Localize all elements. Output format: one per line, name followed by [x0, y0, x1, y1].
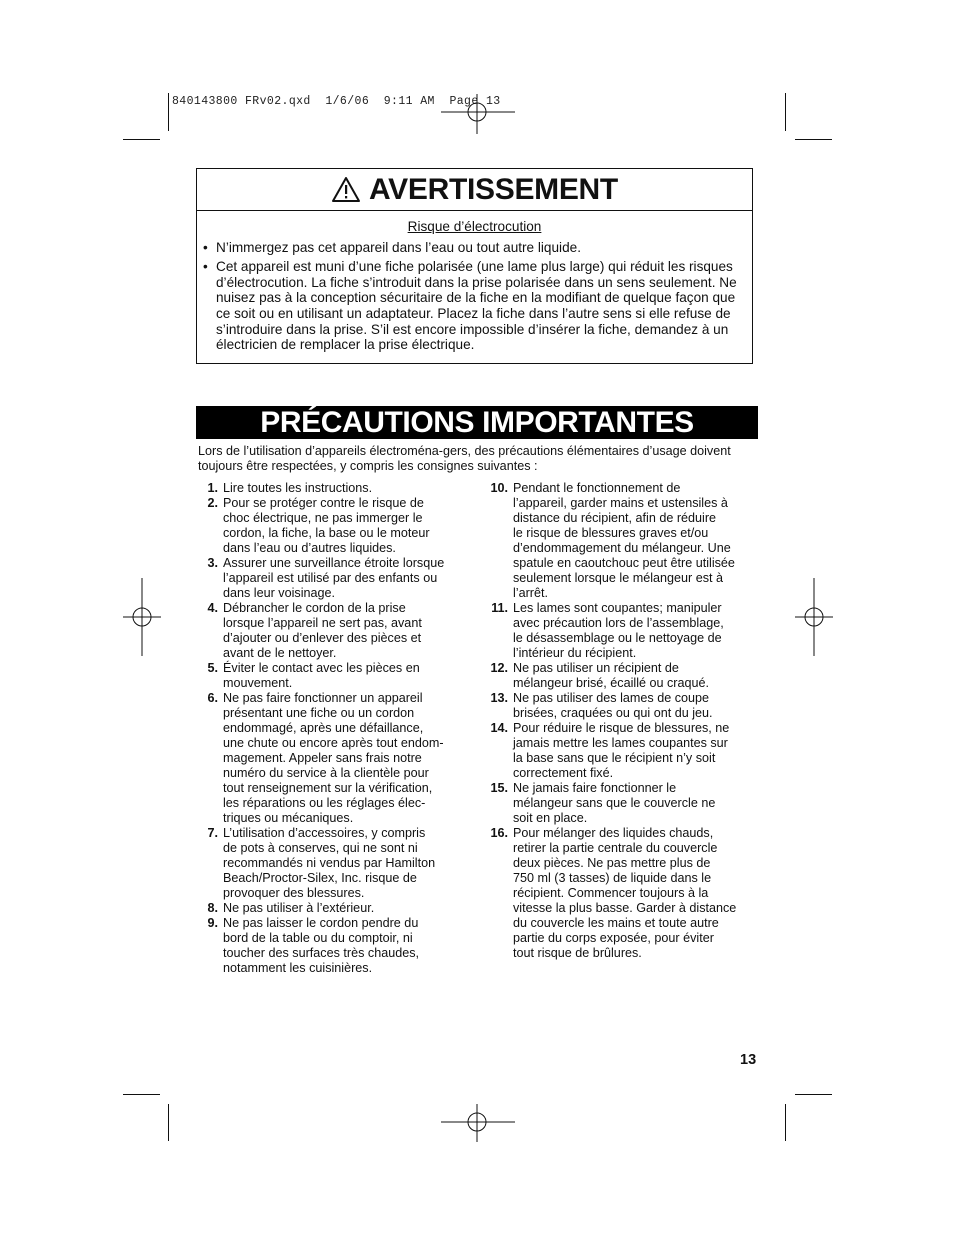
intro-paragraph: Lors de l’utilisation d’appareils électroména-gers, des précautions élémentaires d’usage doivent toujours être respectées, y compris les consignes suivantes : — [198, 444, 731, 473]
list-item: 12. Ne pas utiliser un récipient de mélangeur brisé, écaillé ou craqué. — [490, 661, 710, 690]
list-item: 7. L’utilisation d’accessoires, y compris de pots à conserves, qui ne sont ni recommandés ni vendus par Hamilton Beach/Proctor-Silex, Inc. risque de provoquer des blessures. — [207, 826, 436, 900]
crop-mark — [123, 139, 160, 140]
warning-title: AVERTISSEMENT — [369, 172, 618, 206]
registration-mark-icon — [795, 578, 833, 656]
warning-bullet: • N’immergez pas cet appareil dans l’eau ou tout autre liquide. — [203, 239, 581, 255]
list-item: 9. Ne pas laisser le cordon pendre du bord de la table ou du comptoir, ni toucher des surfaces très chaudes, notamment les cuisinières. — [207, 916, 420, 975]
list-item: 4. Débrancher le cordon de la prise lorsque l’appareil ne sert pas, avant d’ajouter ou d’enlever des pièces et avant de le nettoyer. — [207, 601, 422, 660]
list-item: 11. Les lames sont coupantes; manipuler avec précaution lors de l’assemblage, le désassemblage ou le nettoyage de l’intérieur du récipient. — [491, 601, 724, 660]
crop-mark — [795, 1094, 832, 1095]
warning-subtitle: Risque d’électrocution — [407, 219, 542, 234]
list-item: 15. Ne jamais faire fonctionner le mélangeur sans que le couvercle ne soit en place. — [490, 781, 716, 825]
crop-mark — [785, 1104, 786, 1141]
crop-mark — [168, 1104, 169, 1141]
crop-mark — [168, 93, 169, 131]
registration-mark-icon — [123, 578, 161, 656]
page-number: 13 — [740, 1052, 757, 1068]
warning-header — [197, 169, 752, 211]
list-item: 8. Ne pas utiliser à l’extérieur. — [207, 901, 375, 915]
list-item: 1. Lire toutes les instructions. — [207, 481, 373, 495]
warning-box — [196, 168, 753, 364]
crop-mark — [785, 93, 786, 131]
precautions-right-column — [485, 481, 759, 961]
list-item: 13. Ne pas utiliser des lames de coupe brisées, craquées ou qui ont du jeu. — [490, 691, 713, 720]
list-item: 10. Pendant le fonctionnement de l’appareil, garder mains et ustensiles à distance du récipient, afin de réduire le risque de blessures graves et/ou d’endommagement du mélangeur. Une spatule en caoutchouc peut être utilisée seulement lorsque le mélangeur est à l’arrêt. — [490, 481, 735, 600]
list-item: 16. Pour mélanger des liquides chauds, retirer la partie centrale du couvercle deux pièces. Ne pas mettre plus de 750 ml (3 tasses) de liquide dans le récipient. Commencer toujours à la vitesse la plus basse. Garder à distance du couvercle les mains et toute autre partie du corps exposée, pour éviter tout risque de brûlures. — [490, 826, 737, 960]
list-item: 14. Pour réduire le risque de blessures, ne jamais mettre les lames coupantes sur la base sans que le récipient n’y soit correctement fixé. — [490, 721, 730, 780]
list-item: 5. Éviter le contact avec les pièces en mouvement. — [207, 661, 420, 690]
list-item: 6. Ne pas faire fonctionner un appareil présentant une fiche ou un cordon endommagé, après une défaillance, une chute ou encore après tout endom- magement. Appeler sans frais notre numéro du service à la clientèle pour tout renseignement sur la vérification, les réparations ou les réglages élec- triques ou mécaniques. — [207, 691, 444, 825]
section-title: PRÉCAUTIONS IMPORTANTES — [260, 405, 694, 439]
warning-triangle-icon — [331, 176, 361, 203]
registration-mark-icon — [441, 1104, 515, 1142]
print-slug: 840143800 FRv02.qxd 1/6/06 9:11 AM Page 13 — [172, 95, 501, 108]
crop-mark — [123, 1094, 160, 1095]
precautions-left-column — [198, 481, 468, 976]
registration-mark-icon — [441, 94, 515, 134]
list-item: 3. Assurer une surveillance étroite lorsque l’appareil est utilisé par des enfants ou dans leur voisinage. — [207, 556, 445, 600]
list-item: 2. Pour se protéger contre le risque de choc électrique, ne pas immerger le cordon, la fiche, la base ou le moteur dans l’eau ou d’autres liquides. — [207, 496, 430, 555]
section-banner — [196, 406, 758, 439]
warning-bullet: • Cet appareil est muni d’une fiche polarisée (une lame plus large) qui réduit les risques d’électrocution. La fiche s’introduit dans la prise polarisée dans un sens seulement. Ne nuisez pas à la conception sécuritaire de la fiche en la modifiant de quelque façon que ce soit ou en utilisant un adaptateur. Placez la fiche dans l’autre sens si elle refuse de s’introduire dans la prise. S’il est encore impossible d’insérer la fiche, demandez à un électricien de remplacer la prise électrique. — [203, 259, 737, 353]
crop-mark — [795, 139, 832, 140]
